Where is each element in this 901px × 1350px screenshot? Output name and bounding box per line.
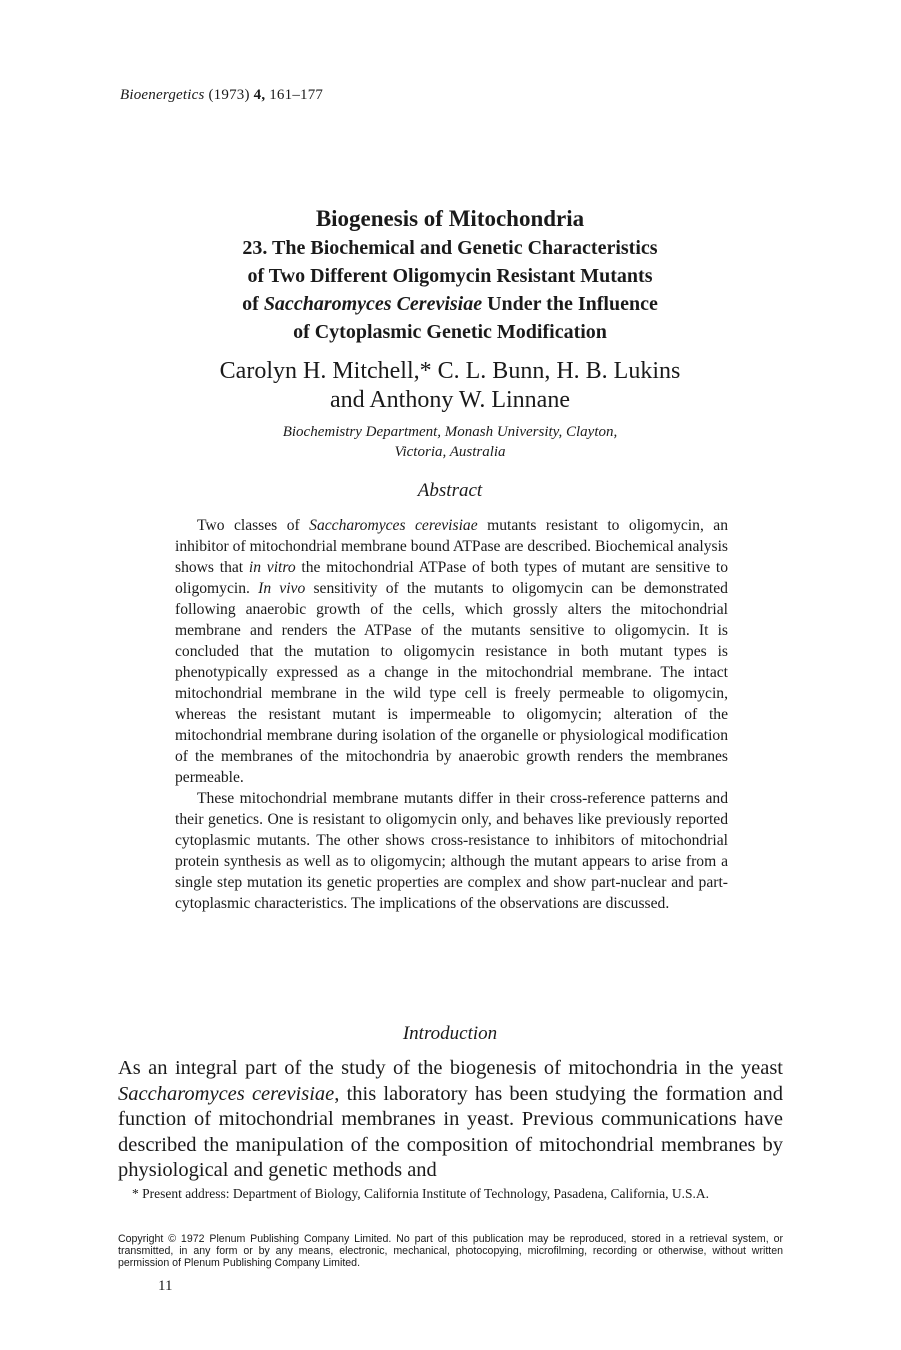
- page-number: 11: [158, 1278, 173, 1294]
- abstract-paragraph-1: [175, 515, 728, 788]
- affiliation: [120, 422, 780, 462]
- title-line-1: 23. The Biochemical and Genetic Characteristics: [242, 237, 658, 259]
- abstract-text: sensitivity of the mutants to oligomycin can be demonstrated following anaerobic growth of the cells, which grossly alters the mitochondrial membrane and renders the ATPase of the mutants sensitive to oligomycin. It is concluded that the mutation to oligomycin resistance in both mutant types is phenotypically expressed as a change in the mitochondrial membrane. The intact mitochondrial membrane in the wild type cell is freely permeable to oligomycin, whereas the resistant mutant is impermeable to oligomycin; alteration of the mitochondrial membrane during isolation of the organelle or physiological modification of the membranes of the mitochondria by anaerobic growth renders the membranes permeable.: [175, 580, 728, 786]
- article-title: [120, 204, 780, 346]
- footnote-mark: *: [132, 1186, 143, 1201]
- title-line-3-post: Under the Influence: [482, 293, 658, 315]
- introduction-heading: Introduction: [402, 1023, 498, 1044]
- title-line-2: of Two Different Oligomycin Resistant Mutants: [247, 265, 653, 287]
- abstract-text: mutants resistant to oligomycin, an inhibitor of mitochondrial membrane bound ATPase are described. Biochemical analysis shows that: [175, 517, 729, 576]
- title-line-3: [120, 290, 780, 318]
- author-list: [120, 357, 780, 415]
- journal-pages: 161–177: [269, 87, 324, 103]
- title-line-4: of Cytoplasmic Genetic Modification: [293, 321, 607, 343]
- journal-name: Bioenergetics: [120, 87, 205, 103]
- authors-line-1: Carolyn H. Mitchell,* C. L. Bunn, H. B. Lukins: [219, 358, 681, 384]
- abstract-text: Two classes of: [197, 517, 310, 534]
- copyright-notice: Copyright © 1972 Plenum Publishing Company Limited. No part of this publication may be reproduced, stored in a retrieval system, or transmitted, in any form or by any means, electronic, mechanical, photocopying, microfilming, recording or otherwise, without written permission of Plenum Publishing Company Limited.: [118, 1233, 783, 1269]
- abstract-italic: in vitro: [248, 559, 296, 576]
- footnote: [118, 1186, 783, 1202]
- intro-text: , this laboratory has been studying the formation and function of mitochondrial membranes in yeast. Previous communications have described the manipulation of the composition of mitochondrial membranes by physiological and genetic methods and: [118, 1082, 783, 1181]
- abstract-body: [175, 515, 728, 914]
- intro-text: As an integral part of the study of the biogenesis of mitochondria in the yeast: [118, 1057, 783, 1079]
- intro-italic: Saccharomyces cerevisiae: [118, 1082, 335, 1105]
- abstract-text: the mitochondrial ATPase of both types of mutant are sensitive to oligomycin.: [175, 559, 729, 597]
- title-line-3-pre: of: [242, 293, 264, 315]
- affiliation-line-2: Victoria, Australia: [394, 444, 506, 460]
- abstract-italic: In vivo: [258, 580, 306, 597]
- affiliation-line-1: Biochemistry Department, Monash University, Clayton,: [282, 424, 618, 440]
- title-organism: Saccharomyces Cerevisiae: [263, 293, 483, 315]
- abstract-italic: Saccharomyces cerevisiae: [309, 517, 478, 534]
- footnote-text: Present address: Department of Biology, California Institute of Technology, Pasadena, California, U.S.A.: [142, 1186, 710, 1201]
- introduction-body: [118, 1056, 783, 1184]
- journal-year: (1973): [208, 87, 250, 103]
- title-main: Biogenesis of Mitochondria: [315, 206, 585, 231]
- abstract-paragraph-2: These mitochondrial membrane mutants differ in their cross-reference patterns and their genetics. One is resistant to oligomycin only, and behaves like previously reported cytoplasmic mutants. The other shows cross-resistance to inhibitors of mitochondrial protein synthesis as well as to oligomycin; although the mutant appears to arise from a single step mutation its genetic properties are complex and show part-nuclear and part-cytoplasmic characteristics. The implications of the observations are discussed.: [175, 790, 728, 912]
- abstract-heading: Abstract: [417, 480, 483, 501]
- journal-citation: [120, 87, 323, 104]
- journal-volume: 4,: [253, 87, 266, 103]
- authors-line-2: and Anthony W. Linnane: [330, 387, 570, 413]
